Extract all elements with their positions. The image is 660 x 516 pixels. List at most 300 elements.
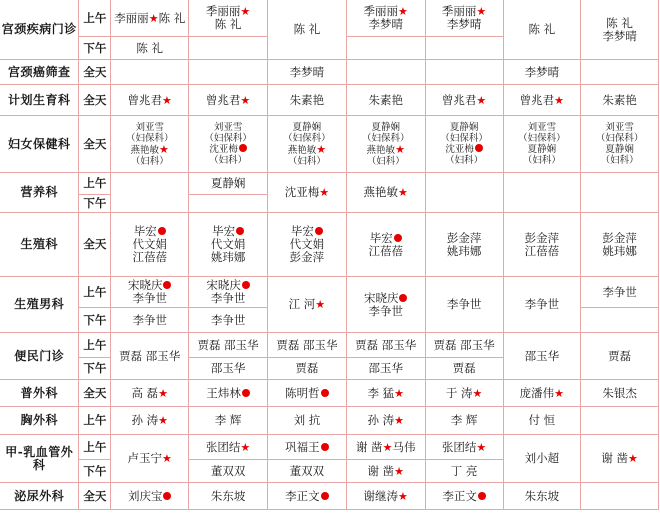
doctor-name: （妇科） xyxy=(366,155,405,167)
doctor-name: 毕宏 xyxy=(111,225,188,238)
doctor-cell xyxy=(581,213,659,277)
doctor-cell xyxy=(503,0,581,60)
doctor-cell xyxy=(268,173,347,213)
doctor-cell xyxy=(111,380,189,407)
doctor-name: 于 涛★ xyxy=(445,385,483,400)
time-period: 上午 xyxy=(79,277,111,308)
star-mark-icon: ★ xyxy=(395,142,405,156)
schedule-row xyxy=(0,116,659,173)
doctor-name: 曾兆君★ xyxy=(205,92,251,107)
time-period: 下午 xyxy=(79,37,111,60)
doctor-name: 贾磊 邵玉华 xyxy=(119,348,181,363)
doctor-name: 贾磊 邵玉华 xyxy=(355,337,417,352)
doctor-cell xyxy=(268,333,347,358)
doctor-name: 张团结★ xyxy=(205,439,251,454)
star-mark-icon: ★ xyxy=(315,298,326,311)
red-dot-icon xyxy=(242,281,250,289)
doctor-name: （妇保科） xyxy=(125,132,174,144)
doctor-cell xyxy=(111,37,189,60)
schedule-row xyxy=(0,213,659,277)
doctor-name: 丁 亮 xyxy=(450,463,478,478)
doctor-cell xyxy=(581,483,659,510)
doctor-name: （妇保科） xyxy=(204,133,252,144)
doctor-name: 彭金萍 xyxy=(289,250,325,264)
doctor-name: 曾兆君★ xyxy=(127,92,172,107)
doctor-cell xyxy=(111,0,189,37)
doctor-name: 董双双 xyxy=(289,463,325,478)
doctor-name: 彭金萍 xyxy=(446,230,482,245)
doctor-name: 朱东坡 xyxy=(524,488,560,503)
star-mark-icon: ★ xyxy=(394,464,404,478)
doctor-name: 李争世 xyxy=(132,312,167,327)
star-mark-icon: ★ xyxy=(472,386,483,400)
doctor-cell xyxy=(503,60,581,85)
doctor-name: 李争世 xyxy=(524,297,560,311)
doctor-cell xyxy=(111,435,189,483)
doctor-cell xyxy=(268,407,347,435)
doctor-cell xyxy=(346,213,425,277)
doctor-name: 夏静娴 xyxy=(527,144,557,155)
doctor-name: 贾磊 邵玉华 xyxy=(197,337,259,352)
doctor-name: 沈亚梅★ xyxy=(284,185,330,199)
doctor-cell xyxy=(268,380,347,407)
doctor-cell xyxy=(581,116,659,173)
doctor-cell xyxy=(346,37,425,60)
red-dot-icon xyxy=(321,389,329,397)
doctor-name: 李正文 xyxy=(426,490,503,503)
star-mark-icon: ★ xyxy=(476,93,487,107)
star-mark-icon: ★ xyxy=(398,5,408,18)
schedule-row xyxy=(0,173,659,195)
doctor-cell xyxy=(346,60,425,85)
doctor-name: 毕宏 xyxy=(268,225,346,238)
red-dot-icon xyxy=(158,227,166,235)
doctor-name: （妇保科） xyxy=(440,133,488,144)
doctor-cell xyxy=(268,116,347,173)
doctor-name: 陈 礼 xyxy=(528,22,556,36)
doctor-cell xyxy=(346,435,425,460)
star-mark-icon: ★ xyxy=(316,142,327,156)
doctor-cell xyxy=(268,0,347,60)
doctor-cell xyxy=(581,0,659,60)
doctor-cell xyxy=(581,407,659,435)
doctor-name: 陈 礼 xyxy=(606,15,633,30)
doctor-cell xyxy=(111,308,189,333)
doctor-name: 刘庆宝 xyxy=(111,490,188,503)
doctor-name: 朱东坡 xyxy=(210,488,246,503)
doctor-cell xyxy=(581,333,659,380)
doctor-cell xyxy=(111,173,189,213)
doctor-name: 李争世 xyxy=(132,291,167,305)
doctor-cell xyxy=(425,483,503,510)
doctor-cell xyxy=(189,483,268,510)
department-name: 计划生育科 xyxy=(0,85,79,116)
doctor-cell xyxy=(581,85,659,116)
doctor-name: 彭金萍 xyxy=(602,230,637,245)
doctor-name: 曾兆君★ xyxy=(441,92,487,107)
doctor-cell xyxy=(346,0,425,37)
time-period: 全天 xyxy=(79,380,111,407)
doctor-cell xyxy=(189,116,268,173)
doctor-cell xyxy=(268,435,347,460)
doctor-name: 江蓓蓓 xyxy=(132,250,167,264)
time-period: 全天 xyxy=(79,213,111,277)
doctor-name: （妇科） xyxy=(445,155,484,166)
star-mark-icon: ★ xyxy=(240,93,251,107)
doctor-cell xyxy=(503,380,581,407)
doctor-name: 代文娟 xyxy=(210,237,246,251)
red-dot-icon xyxy=(475,144,483,152)
doctor-name: （妇科） xyxy=(287,155,326,167)
doctor-cell xyxy=(425,460,503,483)
doctor-name: 姚玮娜 xyxy=(446,243,482,258)
time-period: 上午 xyxy=(79,0,111,37)
doctor-cell xyxy=(425,37,503,60)
schedule-row xyxy=(0,333,659,358)
doctor-name: 李争世 xyxy=(446,297,482,311)
doctor-cell xyxy=(581,173,659,213)
doctor-name: 季丽丽★ xyxy=(205,4,251,18)
time-period: 上午 xyxy=(79,333,111,358)
doctor-cell xyxy=(189,60,268,85)
doctor-name: （妇保科） xyxy=(518,133,566,144)
doctor-name: 夏静娴 xyxy=(210,176,246,190)
star-mark-icon: ★ xyxy=(162,452,172,465)
doctor-name: 季丽丽★ xyxy=(363,4,408,18)
doctor-name: 刘亚雪 xyxy=(213,122,243,133)
doctor-cell xyxy=(111,85,189,116)
star-mark-icon: ★ xyxy=(162,93,172,107)
doctor-name: 江蓓蓓 xyxy=(524,243,560,258)
doctor-cell xyxy=(111,277,189,308)
doctor-name: 燕艳敏★ xyxy=(287,142,327,156)
doctor-cell xyxy=(581,380,659,407)
doctor-name: 毕宏 xyxy=(347,232,425,245)
doctor-name: 陈 礼 xyxy=(293,22,321,36)
doctor-name: 谢 凿★ xyxy=(367,463,404,478)
doctor-name: 李梦晴 xyxy=(602,28,637,43)
time-period: 上午 xyxy=(79,435,111,460)
doctor-name: 陈明哲 xyxy=(268,387,346,400)
doctor-name: 毕宏 xyxy=(189,225,267,238)
department-name: 普外科 xyxy=(0,380,79,407)
doctor-name: 姚玮娜 xyxy=(602,243,637,258)
red-dot-icon xyxy=(399,294,407,302)
doctor-name: 贾磊 xyxy=(452,361,476,375)
doctor-cell xyxy=(581,308,659,333)
doctor-cell xyxy=(503,333,581,380)
doctor-name: 李丽丽★陈 礼 xyxy=(114,10,186,25)
doctor-cell xyxy=(346,407,425,435)
doctor-cell xyxy=(425,116,503,173)
doctor-name: 李争世 xyxy=(368,303,403,318)
doctor-cell xyxy=(346,116,425,173)
doctor-name: 江蓓蓓 xyxy=(368,243,403,258)
doctor-name: 宋晓庆 xyxy=(347,292,425,305)
red-dot-icon xyxy=(236,227,244,235)
doctor-name: 李梦晴 xyxy=(289,64,325,79)
doctor-name: 李争世 xyxy=(602,284,637,299)
doctor-name: 陈 礼 xyxy=(214,17,242,31)
doctor-name: 高 磊★ xyxy=(131,385,168,400)
doctor-name: 贾磊 邵玉华 xyxy=(433,337,495,352)
star-mark-icon: ★ xyxy=(398,186,408,199)
doctor-cell xyxy=(503,213,581,277)
doctor-name: 李梦晴 xyxy=(446,17,482,31)
time-period: 下午 xyxy=(79,308,111,333)
doctor-cell xyxy=(189,358,268,380)
time-period: 上午 xyxy=(79,173,111,195)
doctor-cell xyxy=(581,435,659,483)
doctor-name: 李 辉 xyxy=(450,413,478,427)
doctor-cell xyxy=(189,195,268,213)
doctor-name: 彭金萍 xyxy=(524,230,560,245)
doctor-cell xyxy=(111,116,189,173)
doctor-name: （妇保科） xyxy=(595,133,644,144)
doctor-cell xyxy=(189,85,268,116)
doctor-name: （妇科） xyxy=(130,155,169,167)
doctor-name: 刘 抗 xyxy=(293,413,321,427)
doctor-name: 夏静娴 xyxy=(371,121,400,133)
doctor-cell xyxy=(425,85,503,116)
department-name: 妇女保健科 xyxy=(0,116,79,173)
doctor-cell xyxy=(503,277,581,333)
doctor-cell xyxy=(189,435,268,460)
red-dot-icon xyxy=(321,443,329,451)
star-mark-icon: ★ xyxy=(554,386,565,400)
doctor-cell xyxy=(268,60,347,85)
doctor-cell xyxy=(425,435,503,460)
star-mark-icon: ★ xyxy=(159,142,169,156)
doctor-name: 沈亚梅 xyxy=(189,144,267,155)
doctor-name: 燕艳敏★ xyxy=(363,185,408,199)
star-mark-icon: ★ xyxy=(240,440,251,454)
department-name: 泌尿外科 xyxy=(0,483,79,510)
schedule-row xyxy=(0,407,659,435)
time-period: 全天 xyxy=(79,85,111,116)
doctor-cell xyxy=(346,483,425,510)
doctor-cell xyxy=(189,277,268,308)
department-name: 营养科 xyxy=(0,173,79,213)
doctor-name: 付 恒 xyxy=(528,413,556,427)
schedule-row xyxy=(0,435,659,460)
doctor-name: 朱素艳 xyxy=(602,92,637,107)
doctor-cell xyxy=(189,460,268,483)
star-mark-icon: ★ xyxy=(394,386,404,400)
doctor-name: 朱素艳 xyxy=(368,92,403,107)
red-dot-icon xyxy=(163,492,171,500)
doctor-name: 孙 涛★ xyxy=(367,413,404,427)
red-dot-icon xyxy=(239,144,247,152)
star-mark-icon: ★ xyxy=(476,440,487,454)
doctor-cell xyxy=(503,435,581,483)
doctor-name: 李争世 xyxy=(210,291,246,305)
doctor-cell xyxy=(268,277,347,333)
doctor-cell xyxy=(346,380,425,407)
doctor-name: 李梦晴 xyxy=(524,64,560,79)
star-mark-icon: ★ xyxy=(319,186,330,199)
department-name: 生殖科 xyxy=(0,213,79,277)
doctor-name: （妇科） xyxy=(209,155,248,166)
red-dot-icon xyxy=(478,492,486,500)
doctor-cell xyxy=(111,213,189,277)
doctor-name: 夏静娴 xyxy=(605,144,634,155)
schedule-row xyxy=(0,277,659,308)
doctor-name: 刘亚雪 xyxy=(527,122,557,133)
doctor-name: 燕艳敏★ xyxy=(366,142,405,156)
doctor-name: 张团结★ xyxy=(441,439,487,454)
doctor-name: 贾磊 邵玉华 xyxy=(276,337,338,352)
doctor-cell xyxy=(503,407,581,435)
doctor-name: 卢玉宁★ xyxy=(127,451,172,465)
doctor-name: 巩福王 xyxy=(268,441,346,454)
time-period: 下午 xyxy=(79,358,111,380)
department-name: 生殖男科 xyxy=(0,277,79,333)
doctor-name: 李正文 xyxy=(268,490,346,503)
doctor-name: 宋晓庆 xyxy=(111,279,188,292)
doctor-name: 江 河★ xyxy=(288,297,326,311)
time-period: 全天 xyxy=(79,483,111,510)
schedule-row xyxy=(0,60,659,85)
department-name: 便民门诊 xyxy=(0,333,79,380)
doctor-name: 邵玉华 xyxy=(524,348,560,363)
doctor-cell xyxy=(189,380,268,407)
red-dot-icon xyxy=(321,492,329,500)
doctor-name: 董双双 xyxy=(210,463,246,478)
doctor-cell xyxy=(425,277,503,333)
doctor-cell xyxy=(425,173,503,213)
schedule-row xyxy=(0,483,659,510)
star-mark-icon: ★ xyxy=(476,5,487,18)
doctor-cell xyxy=(503,85,581,116)
doctor-cell xyxy=(503,483,581,510)
doctor-name: 谢 凿★ xyxy=(601,451,638,465)
doctor-cell xyxy=(346,277,425,333)
doctor-cell xyxy=(503,116,581,173)
doctor-cell xyxy=(346,85,425,116)
doctor-name: （妇保科） xyxy=(361,132,410,144)
red-dot-icon xyxy=(315,227,323,235)
doctor-name: 沈亚梅 xyxy=(426,144,503,155)
doctor-name: 孙 涛★ xyxy=(131,413,168,427)
doctor-cell xyxy=(425,407,503,435)
doctor-cell xyxy=(425,60,503,85)
doctor-name: 刘亚雪 xyxy=(605,122,634,133)
doctor-cell xyxy=(189,333,268,358)
doctor-cell xyxy=(425,358,503,380)
doctor-cell xyxy=(425,380,503,407)
doctor-name: 谢 凿★马伟 xyxy=(355,439,416,454)
doctor-name: （妇保科） xyxy=(283,132,331,144)
doctor-cell xyxy=(268,213,347,277)
doctor-cell xyxy=(268,85,347,116)
star-mark-icon: ★ xyxy=(554,93,565,107)
time-period: 全天 xyxy=(79,60,111,85)
doctor-name: 朱银杰 xyxy=(602,385,637,400)
star-mark-icon: ★ xyxy=(158,386,168,400)
department-name: 宫颈癌筛查 xyxy=(0,60,79,85)
time-period: 下午 xyxy=(79,460,111,483)
doctor-name: 代文娟 xyxy=(132,237,167,251)
doctor-cell xyxy=(268,483,347,510)
doctor-cell xyxy=(425,213,503,277)
doctor-name: 邵玉华 xyxy=(368,361,403,375)
red-dot-icon xyxy=(242,389,250,397)
doctor-cell xyxy=(111,407,189,435)
doctor-name: 朱素艳 xyxy=(289,92,325,107)
red-dot-icon xyxy=(394,234,402,242)
doctor-name: 王炜林 xyxy=(189,387,267,400)
doctor-name: （妇科） xyxy=(600,155,639,166)
schedule-row xyxy=(0,380,659,407)
doctor-cell xyxy=(189,37,268,60)
doctor-name: 邵玉华 xyxy=(210,361,246,375)
doctor-name: 李争世 xyxy=(210,312,246,327)
doctor-cell xyxy=(425,333,503,358)
doctor-cell xyxy=(346,460,425,483)
time-period: 下午 xyxy=(79,195,111,213)
time-period: 上午 xyxy=(79,407,111,435)
doctor-cell xyxy=(268,460,347,483)
doctor-cell xyxy=(189,213,268,277)
doctor-name: 燕艳敏★ xyxy=(130,142,169,156)
doctor-cell xyxy=(503,173,581,213)
doctor-name: 贾磊 xyxy=(295,361,319,375)
doctor-cell xyxy=(346,358,425,380)
department-name: 甲-乳血管外科 xyxy=(0,435,79,483)
doctor-name: 李 猛★ xyxy=(367,385,404,400)
doctor-name: 季丽丽★ xyxy=(441,4,487,18)
doctor-name: 贾磊 xyxy=(608,348,632,363)
doctor-cell xyxy=(189,0,268,37)
doctor-cell xyxy=(189,407,268,435)
star-mark-icon: ★ xyxy=(394,414,404,427)
red-dot-icon xyxy=(163,281,171,289)
doctor-name: 姚玮娜 xyxy=(210,250,246,264)
time-period: 全天 xyxy=(79,116,111,173)
star-mark-icon: ★ xyxy=(158,414,168,427)
doctor-cell xyxy=(111,60,189,85)
doctor-name: 曾兆君★ xyxy=(519,92,565,107)
doctor-cell xyxy=(346,173,425,213)
doctor-cell xyxy=(189,308,268,333)
doctor-cell xyxy=(268,358,347,380)
star-mark-icon: ★ xyxy=(398,489,408,503)
doctor-name: 夏静娴 xyxy=(292,121,322,133)
schedule-row xyxy=(0,85,659,116)
doctor-name: 刘小超 xyxy=(524,451,560,465)
doctor-cell xyxy=(111,483,189,510)
doctor-name: 夏静娴 xyxy=(449,122,479,133)
doctor-cell xyxy=(581,60,659,85)
doctor-name: 李梦晴 xyxy=(368,17,403,31)
doctor-name: 陈 礼 xyxy=(136,40,164,55)
star-mark-icon: ★ xyxy=(628,452,638,465)
doctor-name: 庞潘伟★ xyxy=(519,385,565,400)
doctor-name: （妇科） xyxy=(522,155,561,166)
doctor-name: 代文娟 xyxy=(289,237,325,251)
department-name: 宫颈疾病门诊 xyxy=(0,0,79,60)
star-mark-icon: ★ xyxy=(240,5,251,18)
doctor-cell xyxy=(346,333,425,358)
doctor-cell xyxy=(189,173,268,195)
schedule-row xyxy=(0,0,659,37)
doctor-name: 李 辉 xyxy=(214,413,242,427)
department-name: 胸外科 xyxy=(0,407,79,435)
doctor-cell xyxy=(425,0,503,37)
doctor-name: 刘亚雪 xyxy=(135,121,164,133)
doctor-cell xyxy=(581,277,659,308)
